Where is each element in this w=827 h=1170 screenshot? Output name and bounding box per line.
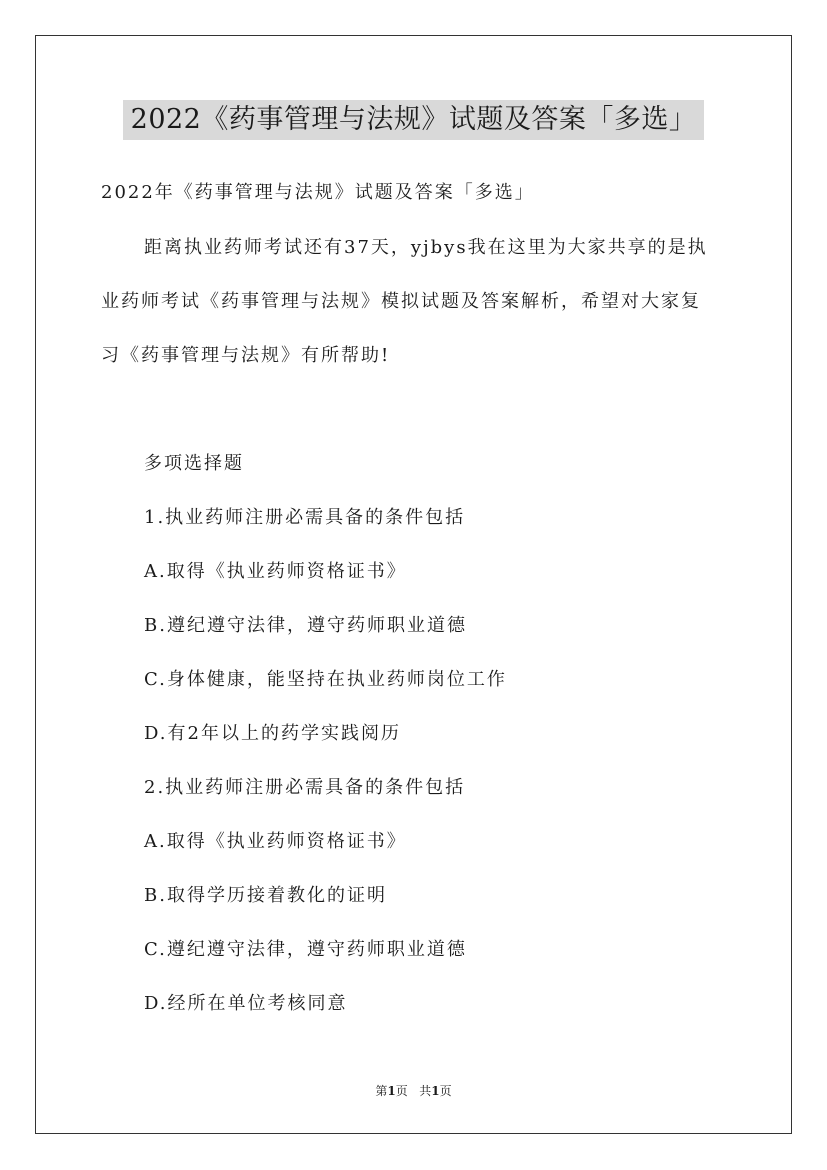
question-2-stem: 2.执业药师注册必需具备的条件包括	[144, 777, 466, 798]
question-2-option-c: C.遵纪遵守法律，遵守药师职业道德	[144, 939, 467, 960]
footer-total-prefix: 共	[419, 1084, 432, 1098]
section-heading: 多项选择题	[144, 453, 244, 474]
footer-page-number: 1	[387, 1084, 396, 1098]
question-2-option-a: A.取得《执业药师资格证书》	[144, 831, 407, 852]
question-2-option-b: B.取得学历接着教化的证明	[144, 885, 387, 906]
document-subtitle: 2022年《药事管理与法规》试题及答案「多选」	[101, 182, 535, 203]
footer-total-suffix: 页	[439, 1084, 452, 1098]
question-1-option-b: B.遵纪遵守法律，遵守药师职业道德	[144, 615, 467, 636]
document-title: 2022《药事管理与法规》试题及答案「多选」	[123, 100, 705, 140]
intro-line-1: 距离执业药师考试还有37天，yjbys我在这里为大家共享的是执	[144, 237, 708, 258]
question-1-option-c: C.身体健康，能坚持在执业药师岗位工作	[144, 669, 507, 690]
question-2-option-d: D.经所在单位考核同意	[144, 993, 348, 1014]
question-1-option-d: D.有2年以上的药学实践阅历	[144, 723, 401, 744]
footer-page-prefix: 第	[375, 1084, 388, 1098]
page-footer	[0, 1083, 827, 1099]
question-1-option-a: A.取得《执业药师资格证书》	[144, 561, 407, 582]
footer-page-suffix: 页	[395, 1084, 408, 1098]
intro-line-2: 业药师考试《药事管理与法规》模拟试题及答案解析，希望对大家复	[101, 291, 701, 312]
question-1-stem: 1.执业药师注册必需具备的条件包括	[144, 507, 466, 528]
title-container	[0, 100, 827, 140]
footer-total-number: 1	[431, 1084, 440, 1098]
intro-line-3: 习《药事管理与法规》有所帮助!	[101, 345, 391, 366]
